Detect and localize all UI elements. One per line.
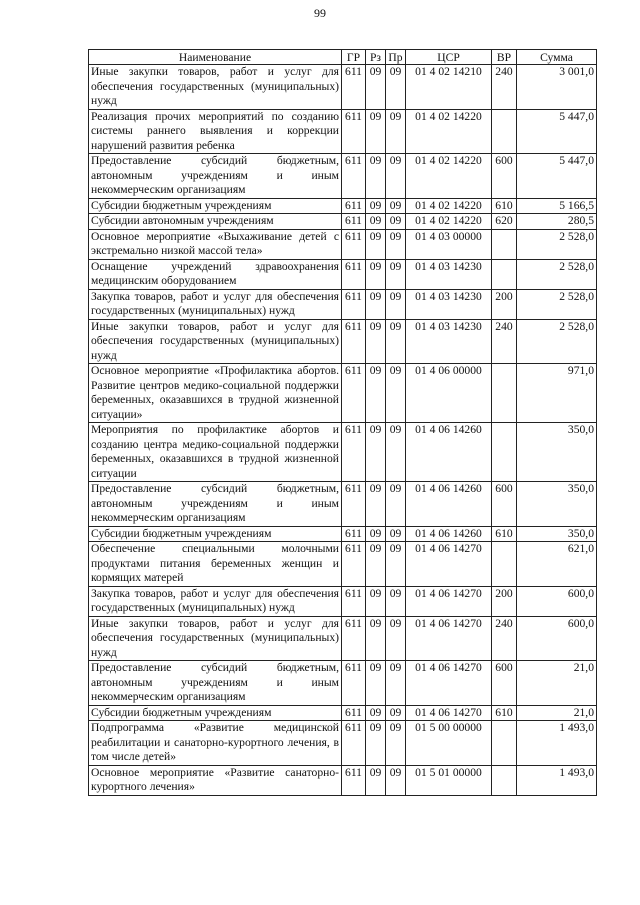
table-row — [89, 661, 597, 706]
cell-rz: 09 — [366, 661, 386, 706]
table-row — [89, 214, 597, 230]
cell-pr: 09 — [386, 154, 406, 199]
cell-vr — [492, 721, 517, 766]
header-pr: Пр — [386, 50, 406, 65]
cell-vr: 600 — [492, 154, 517, 199]
cell-vr — [492, 423, 517, 482]
cell-sum: 5 166,5 — [517, 198, 597, 214]
cell-pr: 09 — [386, 721, 406, 766]
cell-csr: 01 4 03 14230 — [406, 319, 492, 364]
cell-csr: 01 4 02 14220 — [406, 154, 492, 199]
cell-sum: 5 447,0 — [517, 154, 597, 199]
cell-vr — [492, 259, 517, 289]
cell-gr: 611 — [342, 765, 366, 795]
cell-rz: 09 — [366, 319, 386, 364]
page-number: 99 — [314, 6, 326, 20]
cell-name: Субсидии бюджетным учреждениям — [89, 526, 342, 542]
table-row — [89, 364, 597, 423]
cell-rz: 09 — [366, 423, 386, 482]
cell-name: Основное мероприятие «Выхаживание детей с экстремально низкой массой тела» — [89, 229, 342, 259]
cell-gr: 611 — [342, 482, 366, 527]
cell-rz: 09 — [366, 586, 386, 616]
cell-pr: 09 — [386, 705, 406, 721]
cell-pr: 09 — [386, 65, 406, 110]
cell-name: Подпрограмма «Развитие медицинской реабилитации и санаторно-курортного лечения, в том числе детей» — [89, 721, 342, 766]
cell-csr: 01 5 00 00000 — [406, 721, 492, 766]
cell-vr: 200 — [492, 586, 517, 616]
cell-csr: 01 4 06 14260 — [406, 482, 492, 527]
cell-vr: 600 — [492, 482, 517, 527]
cell-vr — [492, 765, 517, 795]
cell-csr: 01 4 06 14270 — [406, 542, 492, 587]
cell-pr: 09 — [386, 423, 406, 482]
cell-name: Основное мероприятие «Развитие санаторно-курортного лечения» — [89, 765, 342, 795]
cell-sum: 350,0 — [517, 423, 597, 482]
cell-name: Закупка товаров, работ и услуг для обеспечения государственных (муниципальных) нужд — [89, 586, 342, 616]
cell-gr: 611 — [342, 259, 366, 289]
table-row — [89, 198, 597, 214]
cell-csr: 01 4 06 14270 — [406, 586, 492, 616]
cell-pr: 09 — [386, 259, 406, 289]
cell-csr: 01 5 01 00000 — [406, 765, 492, 795]
cell-name: Основное мероприятие «Профилактика абортов. Развитие центров медико-социальной поддержки беременных, оказавшихся в трудной жизненной ситуации» — [89, 364, 342, 423]
cell-gr: 611 — [342, 721, 366, 766]
cell-csr: 01 4 06 00000 — [406, 364, 492, 423]
cell-gr: 611 — [342, 705, 366, 721]
cell-name: Закупка товаров, работ и услуг для обеспечения государственных (муниципальных) нужд — [89, 289, 342, 319]
cell-name: Предоставление субсидий бюджетным, автономным учреждениям и иным некоммерческим организациям — [89, 154, 342, 199]
cell-rz: 09 — [366, 229, 386, 259]
cell-gr: 611 — [342, 423, 366, 482]
cell-pr: 09 — [386, 289, 406, 319]
cell-rz: 09 — [366, 616, 386, 661]
cell-name: Иные закупки товаров, работ и услуг для обеспечения государственных (муниципальных) нужд — [89, 65, 342, 110]
cell-name: Обеспечение специальными молочными продуктами питания беременных женщин и кормящих матерей — [89, 542, 342, 587]
cell-name: Иные закупки товаров, работ и услуг для обеспечения государственных (муниципальных) нужд — [89, 319, 342, 364]
cell-gr: 611 — [342, 319, 366, 364]
cell-gr: 611 — [342, 364, 366, 423]
cell-sum: 280,5 — [517, 214, 597, 230]
cell-pr: 09 — [386, 586, 406, 616]
cell-pr: 09 — [386, 542, 406, 587]
cell-csr: 01 4 06 14260 — [406, 526, 492, 542]
cell-sum: 621,0 — [517, 542, 597, 587]
cell-pr: 09 — [386, 661, 406, 706]
cell-csr: 01 4 02 14220 — [406, 109, 492, 154]
cell-name: Предоставление субсидий бюджетным, автономным учреждениям и иным некоммерческим организациям — [89, 661, 342, 706]
table-row — [89, 586, 597, 616]
cell-sum: 2 528,0 — [517, 289, 597, 319]
table-body — [89, 65, 597, 796]
cell-rz: 09 — [366, 526, 386, 542]
table-row — [89, 109, 597, 154]
cell-gr: 611 — [342, 661, 366, 706]
cell-name: Реализация прочих мероприятий по созданию системы раннего выявления и коррекции нарушений развития ребенка — [89, 109, 342, 154]
cell-name: Мероприятия по профилактике абортов и созданию центра медико-социальной поддержки беременных, оказавшихся в трудной жизненной ситуации — [89, 423, 342, 482]
cell-csr: 01 4 06 14270 — [406, 705, 492, 721]
table-row — [89, 423, 597, 482]
cell-pr: 09 — [386, 616, 406, 661]
table-row — [89, 542, 597, 587]
cell-sum: 600,0 — [517, 616, 597, 661]
table-row — [89, 65, 597, 110]
cell-pr: 09 — [386, 229, 406, 259]
cell-name: Предоставление субсидий бюджетным, автономным учреждениям и иным некоммерческим организациям — [89, 482, 342, 527]
cell-vr: 240 — [492, 319, 517, 364]
cell-gr: 611 — [342, 526, 366, 542]
cell-gr: 611 — [342, 289, 366, 319]
cell-gr: 611 — [342, 109, 366, 154]
cell-pr: 09 — [386, 482, 406, 527]
cell-csr: 01 4 02 14220 — [406, 198, 492, 214]
header-vr: ВР — [492, 50, 517, 65]
cell-vr: 240 — [492, 65, 517, 110]
cell-sum: 2 528,0 — [517, 229, 597, 259]
cell-vr — [492, 364, 517, 423]
table-row — [89, 616, 597, 661]
cell-vr: 600 — [492, 661, 517, 706]
cell-sum: 971,0 — [517, 364, 597, 423]
cell-gr: 611 — [342, 229, 366, 259]
cell-sum: 600,0 — [517, 586, 597, 616]
cell-gr: 611 — [342, 586, 366, 616]
cell-pr: 09 — [386, 109, 406, 154]
cell-sum: 350,0 — [517, 482, 597, 527]
cell-pr: 09 — [386, 364, 406, 423]
cell-pr: 09 — [386, 319, 406, 364]
cell-rz: 09 — [366, 705, 386, 721]
cell-sum: 2 528,0 — [517, 319, 597, 364]
cell-sum: 2 528,0 — [517, 259, 597, 289]
budget-table — [88, 49, 597, 796]
table-row — [89, 289, 597, 319]
table-row — [89, 482, 597, 527]
cell-vr — [492, 109, 517, 154]
table-header-row — [89, 50, 597, 65]
cell-rz: 09 — [366, 482, 386, 527]
cell-csr: 01 4 06 14260 — [406, 423, 492, 482]
cell-gr: 611 — [342, 65, 366, 110]
cell-rz: 09 — [366, 765, 386, 795]
cell-rz: 09 — [366, 214, 386, 230]
cell-csr: 01 4 02 14220 — [406, 214, 492, 230]
cell-rz: 09 — [366, 259, 386, 289]
header-gr: ГР — [342, 50, 366, 65]
header-name: Наименование — [89, 50, 342, 65]
cell-vr: 620 — [492, 214, 517, 230]
cell-vr: 610 — [492, 526, 517, 542]
cell-pr: 09 — [386, 214, 406, 230]
cell-name: Оснащение учреждений здравоохранения медицинским оборудованием — [89, 259, 342, 289]
header-rz: Рз — [366, 50, 386, 65]
cell-rz: 09 — [366, 198, 386, 214]
table-row — [89, 765, 597, 795]
cell-vr: 240 — [492, 616, 517, 661]
table-row — [89, 154, 597, 199]
table-row — [89, 319, 597, 364]
cell-csr: 01 4 03 14230 — [406, 259, 492, 289]
table-row — [89, 526, 597, 542]
cell-sum: 21,0 — [517, 661, 597, 706]
cell-name: Субсидии автономным учреждениям — [89, 214, 342, 230]
cell-vr: 200 — [492, 289, 517, 319]
cell-sum: 5 447,0 — [517, 109, 597, 154]
cell-pr: 09 — [386, 198, 406, 214]
header-sum: Сумма — [517, 50, 597, 65]
cell-rz: 09 — [366, 542, 386, 587]
cell-gr: 611 — [342, 154, 366, 199]
table-row — [89, 705, 597, 721]
cell-rz: 09 — [366, 109, 386, 154]
header-csr: ЦСР — [406, 50, 492, 65]
cell-sum: 21,0 — [517, 705, 597, 721]
cell-sum: 3 001,0 — [517, 65, 597, 110]
table-row — [89, 721, 597, 766]
cell-name: Иные закупки товаров, работ и услуг для обеспечения государственных (муниципальных) нужд — [89, 616, 342, 661]
cell-vr — [492, 229, 517, 259]
cell-rz: 09 — [366, 65, 386, 110]
cell-rz: 09 — [366, 721, 386, 766]
cell-gr: 611 — [342, 198, 366, 214]
cell-csr: 01 4 06 14270 — [406, 616, 492, 661]
cell-sum: 1 493,0 — [517, 765, 597, 795]
cell-sum: 1 493,0 — [517, 721, 597, 766]
table-row — [89, 229, 597, 259]
cell-name: Субсидии бюджетным учреждениям — [89, 705, 342, 721]
cell-csr: 01 4 06 14270 — [406, 661, 492, 706]
cell-rz: 09 — [366, 154, 386, 199]
table-row — [89, 259, 597, 289]
cell-vr: 610 — [492, 198, 517, 214]
cell-pr: 09 — [386, 526, 406, 542]
cell-csr: 01 4 03 14230 — [406, 289, 492, 319]
cell-gr: 611 — [342, 616, 366, 661]
cell-rz: 09 — [366, 289, 386, 319]
cell-rz: 09 — [366, 364, 386, 423]
cell-vr: 610 — [492, 705, 517, 721]
cell-csr: 01 4 03 00000 — [406, 229, 492, 259]
cell-gr: 611 — [342, 214, 366, 230]
cell-vr — [492, 542, 517, 587]
cell-sum: 350,0 — [517, 526, 597, 542]
cell-gr: 611 — [342, 542, 366, 587]
cell-pr: 09 — [386, 765, 406, 795]
cell-name: Субсидии бюджетным учреждениям — [89, 198, 342, 214]
cell-csr: 01 4 02 14210 — [406, 65, 492, 110]
